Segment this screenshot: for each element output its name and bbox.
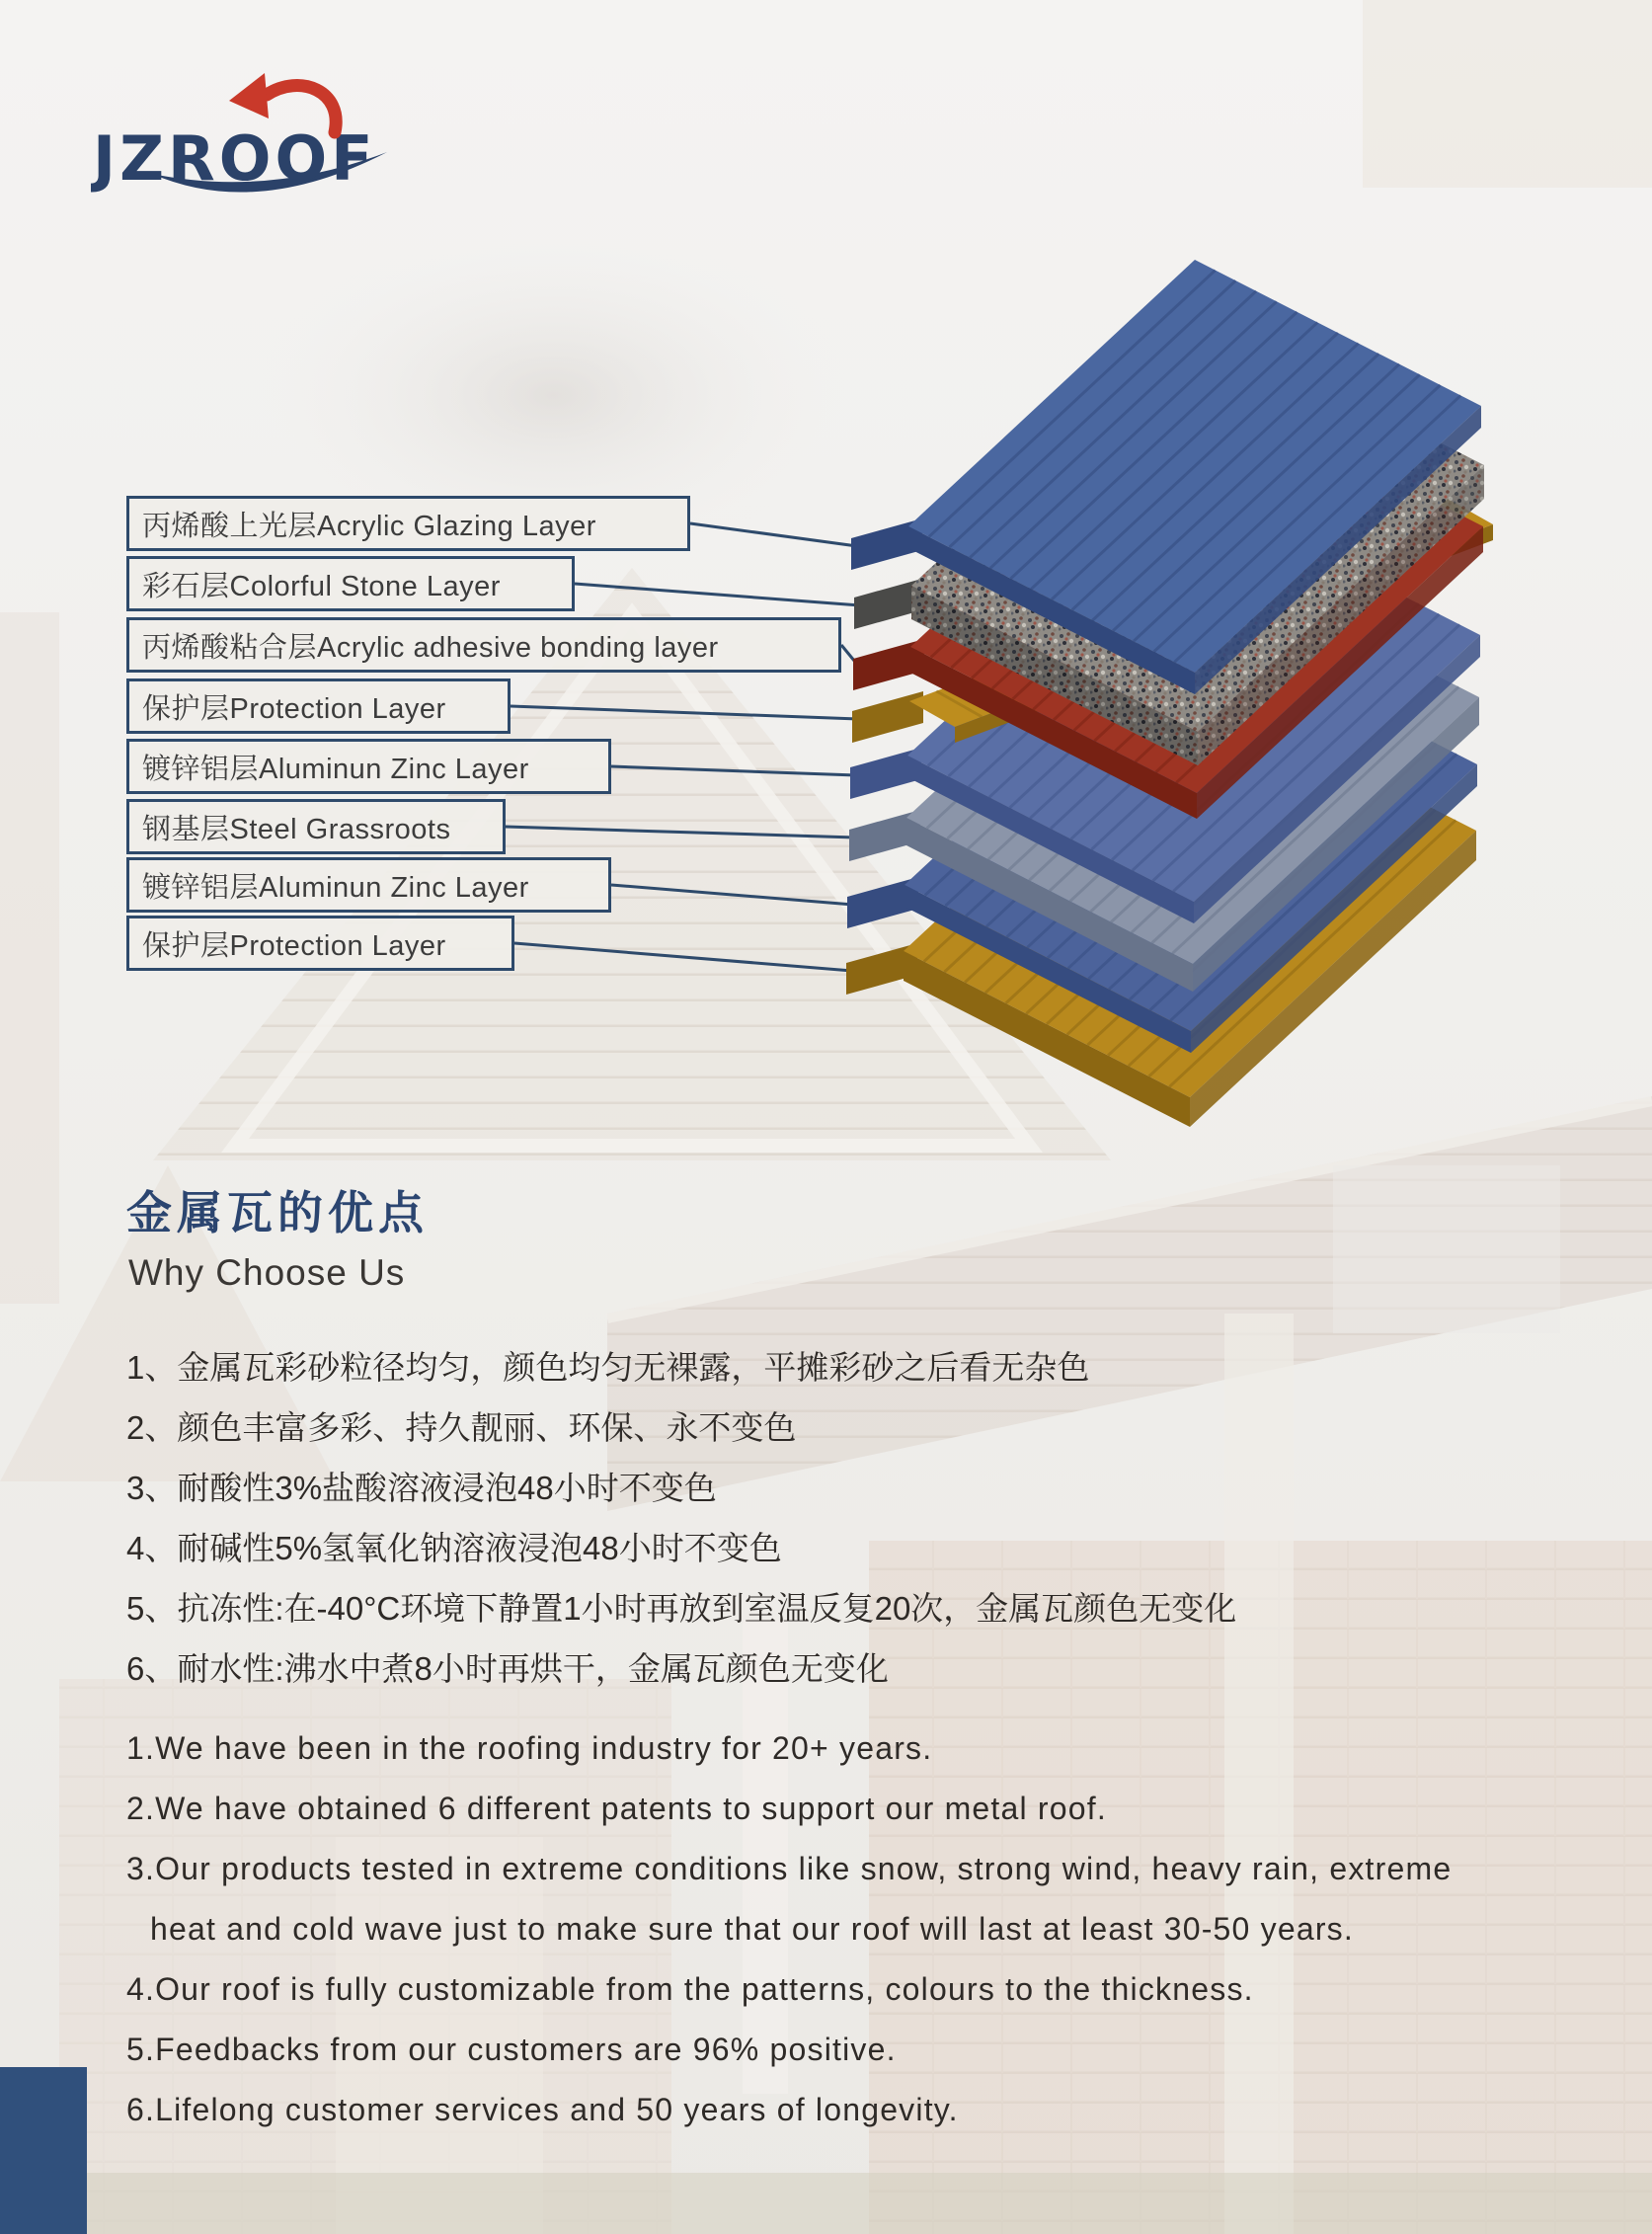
- section-title-en: Why Choose Us: [128, 1252, 406, 1293]
- layer-label-box: [126, 857, 611, 913]
- layer-label: 丙烯酸粘合层Acrylic adhesive bonding layer: [142, 631, 719, 664]
- layer-label-box: [126, 739, 611, 794]
- layer-label: 保护层Protection Layer: [142, 692, 446, 725]
- layer-label-box: [126, 916, 514, 971]
- layer-label-box: [126, 496, 690, 551]
- list-item-en: [126, 1959, 1452, 2020]
- list-item-zh: 1、金属瓦彩砂粒径均匀，颜色均匀无裸露，平摊彩砂之后看无杂色: [126, 1349, 1090, 1386]
- list-item-zh: 2、颜色丰富多彩、持久靓丽、环保、永不变色: [126, 1409, 797, 1446]
- list-item-en-line: 2.We have obtained 6 different patents to support our metal roof.: [126, 1791, 1107, 1826]
- bottom-left-accent-block: [0, 2067, 87, 2234]
- logo-text: JZROOF: [93, 122, 377, 195]
- list-item-en-line: heat and cold wave just to make sure that our roof will last at least 30-50 years.: [150, 1911, 1354, 1947]
- layer-label: 钢基层Steel Grassroots: [142, 813, 451, 845]
- layer-label: 镀锌铝层Aluminun Zinc Layer: [142, 871, 529, 904]
- layer-label-box: [126, 799, 506, 854]
- list-item-zh: 5、抗冻性:在-40°C环境下静置1小时再放到室温反复20次，金属瓦颜色无变化: [126, 1590, 1237, 1627]
- list-item-en: [126, 1779, 1452, 1839]
- list-item-en-line: 6.Lifelong customer services and 50 years of longevity.: [126, 2092, 959, 2127]
- list-item-en: [126, 1839, 1452, 1959]
- logo-arrowhead-icon: [229, 73, 269, 119]
- layer-label: 彩石层Colorful Stone Layer: [142, 570, 501, 602]
- list-item-en-line: 1.We have been in the roofing industry for 20+ years.: [126, 1730, 933, 1766]
- advantages-list-zh: [126, 1335, 1236, 1697]
- list-item-zh: 6、耐水性:沸水中煮8小时再烘干，金属瓦颜色无变化: [126, 1650, 889, 1687]
- list-item-zh: 3、耐酸性3%盐酸溶液浸泡48小时不变色: [126, 1470, 717, 1506]
- list-item-en: [126, 2020, 1452, 2080]
- list-item-en: [126, 1718, 1452, 1779]
- section-title-zh: 金属瓦的优点: [126, 1187, 429, 1238]
- list-item-zh: 4、耐碱性5%氢氧化钠溶液浸泡48小时不变色: [126, 1530, 782, 1566]
- advantages-list-en: [126, 1718, 1452, 2140]
- list-item-en-line: 5.Feedbacks from our customers are 96% positive.: [126, 2032, 897, 2067]
- layer-label: 保护层Protection Layer: [142, 929, 446, 962]
- layer-label-box: [126, 617, 841, 673]
- list-item-en-line: 3.Our products tested in extreme conditions like snow, strong wind, heavy rain, extreme: [126, 1851, 1453, 1886]
- layer-label-box: [126, 556, 575, 611]
- layer-label: 镀锌铝层Aluminun Zinc Layer: [142, 753, 529, 785]
- list-item-en: [126, 2080, 1452, 2140]
- layer-label-box: [126, 678, 511, 734]
- list-item-en-line: 4.Our roof is fully customizable from the patterns, colours to the thickness.: [126, 1971, 1254, 2007]
- layer-label: 丙烯酸上光层Acrylic Glazing Layer: [142, 510, 596, 542]
- logo: [91, 71, 417, 219]
